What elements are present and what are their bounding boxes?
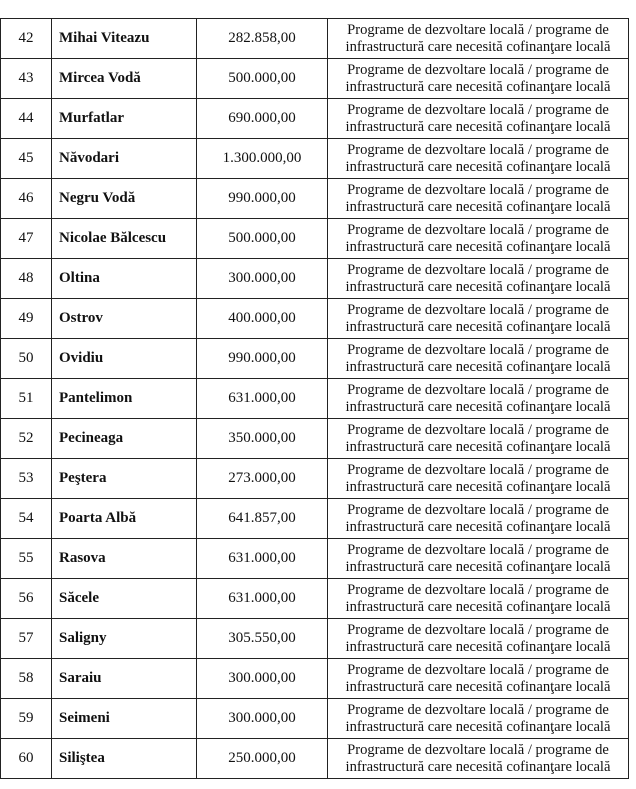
- amount: 500.000,00: [197, 59, 328, 99]
- table-row: [1, 99, 629, 139]
- description-line-1: Programe de dezvoltare locală / programe de: [347, 141, 609, 158]
- description-line-2: infrastructură care necesită cofinanţare locală: [345, 78, 611, 95]
- description-line-2: infrastructură care necesită cofinanţare locală: [345, 678, 611, 695]
- locality-name: Murfatlar: [52, 99, 197, 139]
- description-line-2: infrastructură care necesită cofinanţare locală: [345, 638, 611, 655]
- description-line-1: Programe de dezvoltare locală / programe de: [347, 541, 609, 558]
- program-description: [328, 379, 629, 419]
- description-line-1: Programe de dezvoltare locală / programe de: [347, 461, 609, 478]
- description-line-1: Programe de dezvoltare locală / programe de: [347, 101, 609, 118]
- program-description: [328, 19, 629, 59]
- description-line-2: infrastructură care necesită cofinanţare locală: [345, 198, 611, 215]
- program-description: [328, 99, 629, 139]
- row-number: 59: [1, 699, 52, 739]
- program-description: [328, 139, 629, 179]
- amount: 305.550,00: [197, 619, 328, 659]
- locality-name: Pecineaga: [52, 419, 197, 459]
- table-row: [1, 179, 629, 219]
- program-description: [328, 419, 629, 459]
- amount: 631.000,00: [197, 579, 328, 619]
- program-description: [328, 619, 629, 659]
- row-number: 51: [1, 379, 52, 419]
- description-line-1: Programe de dezvoltare locală / programe de: [347, 501, 609, 518]
- program-description: [328, 59, 629, 99]
- row-number: 42: [1, 19, 52, 59]
- table-row: [1, 419, 629, 459]
- description-line-2: infrastructură care necesită cofinanţare locală: [345, 558, 611, 575]
- description-line-1: Programe de dezvoltare locală / programe de: [347, 421, 609, 438]
- program-description: [328, 579, 629, 619]
- row-number: 46: [1, 179, 52, 219]
- amount: 990.000,00: [197, 339, 328, 379]
- locality-name: Poarta Albă: [52, 499, 197, 539]
- row-number: 48: [1, 259, 52, 299]
- table-row: [1, 499, 629, 539]
- amount: 250.000,00: [197, 739, 328, 779]
- description-line-2: infrastructură care necesită cofinanţare locală: [345, 278, 611, 295]
- program-description: [328, 459, 629, 499]
- description-line-1: Programe de dezvoltare locală / programe de: [347, 381, 609, 398]
- row-number: 58: [1, 659, 52, 699]
- row-number: 53: [1, 459, 52, 499]
- table-row: [1, 339, 629, 379]
- description-line-1: Programe de dezvoltare locală / programe de: [347, 181, 609, 198]
- table-row: [1, 539, 629, 579]
- table-row: [1, 379, 629, 419]
- description-line-2: infrastructură care necesită cofinanţare locală: [345, 358, 611, 375]
- table-row: [1, 59, 629, 99]
- allocation-table: [0, 18, 629, 779]
- locality-name: Nicolae Bălcescu: [52, 219, 197, 259]
- amount: 400.000,00: [197, 299, 328, 339]
- description-line-1: Programe de dezvoltare locală / programe de: [347, 21, 609, 38]
- locality-name: Rasova: [52, 539, 197, 579]
- table-row: [1, 699, 629, 739]
- description-line-2: infrastructură care necesită cofinanţare locală: [345, 598, 611, 615]
- description-line-2: infrastructură care necesită cofinanţare locală: [345, 38, 611, 55]
- program-description: [328, 339, 629, 379]
- amount: 300.000,00: [197, 259, 328, 299]
- description-line-1: Programe de dezvoltare locală / programe de: [347, 221, 609, 238]
- description-line-2: infrastructură care necesită cofinanţare locală: [345, 238, 611, 255]
- program-description: [328, 259, 629, 299]
- locality-name: Mircea Vodă: [52, 59, 197, 99]
- program-description: [328, 179, 629, 219]
- row-number: 57: [1, 619, 52, 659]
- row-number: 52: [1, 419, 52, 459]
- amount: 273.000,00: [197, 459, 328, 499]
- description-line-2: infrastructură care necesită cofinanţare locală: [345, 438, 611, 455]
- locality-name: Negru Vodă: [52, 179, 197, 219]
- row-number: 55: [1, 539, 52, 579]
- description-line-2: infrastructură care necesită cofinanţare locală: [345, 758, 611, 775]
- description-line-1: Programe de dezvoltare locală / programe de: [347, 341, 609, 358]
- row-number: 56: [1, 579, 52, 619]
- table-row: [1, 299, 629, 339]
- description-line-2: infrastructură care necesită cofinanţare locală: [345, 478, 611, 495]
- description-line-2: infrastructură care necesită cofinanţare locală: [345, 398, 611, 415]
- locality-name: Oltina: [52, 259, 197, 299]
- locality-name: Saligny: [52, 619, 197, 659]
- program-description: [328, 699, 629, 739]
- table-body: [1, 19, 629, 779]
- locality-name: Siliştea: [52, 739, 197, 779]
- row-number: 54: [1, 499, 52, 539]
- amount: 350.000,00: [197, 419, 328, 459]
- table-row: [1, 659, 629, 699]
- table-row: [1, 19, 629, 59]
- description-line-2: infrastructură care necesită cofinanţare locală: [345, 118, 611, 135]
- amount: 690.000,00: [197, 99, 328, 139]
- description-line-1: Programe de dezvoltare locală / programe de: [347, 621, 609, 638]
- description-line-2: infrastructură care necesită cofinanţare locală: [345, 158, 611, 175]
- amount: 300.000,00: [197, 699, 328, 739]
- row-number: 45: [1, 139, 52, 179]
- program-description: [328, 659, 629, 699]
- locality-name: Mihai Viteazu: [52, 19, 197, 59]
- table-row: [1, 259, 629, 299]
- amount: 641.857,00: [197, 499, 328, 539]
- row-number: 43: [1, 59, 52, 99]
- locality-name: Năvodari: [52, 139, 197, 179]
- program-description: [328, 219, 629, 259]
- row-number: 49: [1, 299, 52, 339]
- table-row: [1, 139, 629, 179]
- amount: 282.858,00: [197, 19, 328, 59]
- amount: 500.000,00: [197, 219, 328, 259]
- program-description: [328, 499, 629, 539]
- description-line-1: Programe de dezvoltare locală / programe de: [347, 741, 609, 758]
- program-description: [328, 299, 629, 339]
- locality-name: Seimeni: [52, 699, 197, 739]
- row-number: 47: [1, 219, 52, 259]
- description-line-1: Programe de dezvoltare locală / programe de: [347, 61, 609, 78]
- row-number: 50: [1, 339, 52, 379]
- locality-name: Ostrov: [52, 299, 197, 339]
- description-line-2: infrastructură care necesită cofinanţare locală: [345, 318, 611, 335]
- table-row: [1, 619, 629, 659]
- table-row: [1, 579, 629, 619]
- locality-name: Peştera: [52, 459, 197, 499]
- description-line-1: Programe de dezvoltare locală / programe de: [347, 261, 609, 278]
- locality-name: Săcele: [52, 579, 197, 619]
- description-line-2: infrastructură care necesită cofinanţare locală: [345, 518, 611, 535]
- description-line-1: Programe de dezvoltare locală / programe de: [347, 581, 609, 598]
- table-row: [1, 219, 629, 259]
- table-row: [1, 739, 629, 779]
- description-line-1: Programe de dezvoltare locală / programe de: [347, 661, 609, 678]
- amount: 631.000,00: [197, 539, 328, 579]
- amount: 631.000,00: [197, 379, 328, 419]
- row-number: 60: [1, 739, 52, 779]
- amount: 300.000,00: [197, 659, 328, 699]
- program-description: [328, 739, 629, 779]
- description-line-1: Programe de dezvoltare locală / programe de: [347, 701, 609, 718]
- locality-name: Ovidiu: [52, 339, 197, 379]
- amount: 1.300.000,00: [197, 139, 328, 179]
- description-line-2: infrastructură care necesită cofinanţare locală: [345, 718, 611, 735]
- locality-name: Pantelimon: [52, 379, 197, 419]
- row-number: 44: [1, 99, 52, 139]
- locality-name: Saraiu: [52, 659, 197, 699]
- amount: 990.000,00: [197, 179, 328, 219]
- description-line-1: Programe de dezvoltare locală / programe de: [347, 301, 609, 318]
- table-row: [1, 459, 629, 499]
- program-description: [328, 539, 629, 579]
